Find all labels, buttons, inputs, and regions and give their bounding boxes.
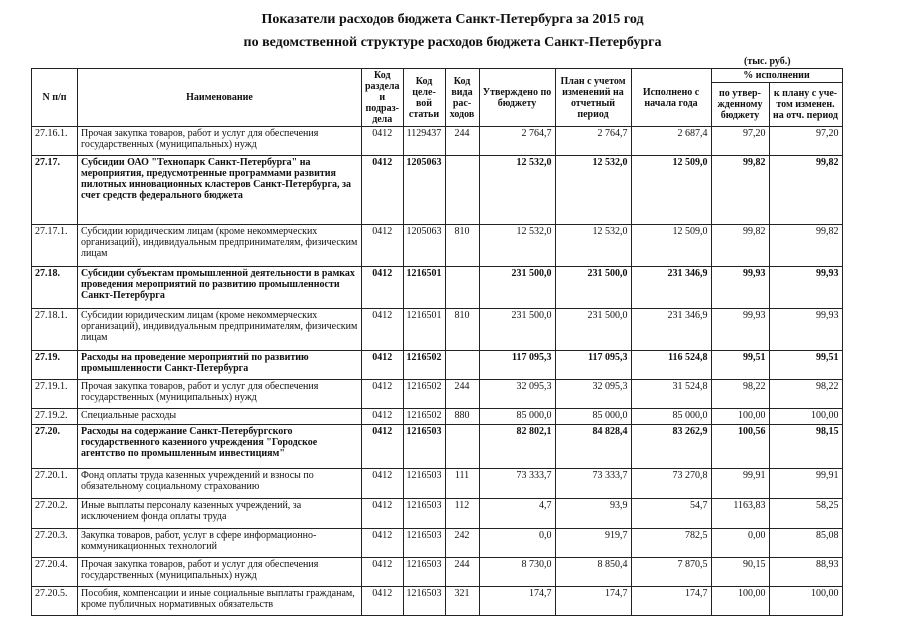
row-kod-razdela: 0412 [362, 351, 404, 380]
row-kod-vida: 810 [445, 225, 479, 267]
row-pct-plan: 99,93 [769, 309, 842, 351]
document-title: Показатели расходов бюджета Санкт-Петербурга за 2015 год [261, 12, 644, 27]
row-utverzhdeno: 82 802,1 [479, 425, 555, 469]
row-pct-plan: 88,93 [769, 558, 842, 587]
table-row [32, 499, 843, 529]
table-row [32, 529, 843, 558]
row-name: Прочая закупка товаров, работ и услуг для обеспечения государственных (муниципальных) нужд [78, 127, 362, 156]
row-pct-utv: 100,00 [711, 587, 769, 616]
row-pct-plan: 97,20 [769, 127, 842, 156]
row-plan: 85 000,0 [555, 409, 631, 425]
row-kod-celevoy: 1216501 [403, 267, 445, 309]
row-name: Иные выплаты персоналу казенных учреждений, за исключением фонда оплаты труда [78, 499, 362, 529]
table-row [32, 127, 843, 156]
row-name: Прочая закупка товаров, работ и услуг для обеспечения государственных (муниципальных) нужд [78, 380, 362, 409]
row-pct-utv: 99,82 [711, 225, 769, 267]
row-number: 27.17.1. [32, 225, 78, 267]
row-ispolneno: 12 509,0 [631, 156, 711, 225]
row-kod-celevoy: 1216503 [403, 425, 445, 469]
row-kod-celevoy: 1216502 [403, 351, 445, 380]
row-kod-vida [445, 351, 479, 380]
row-utverzhdeno: 85 000,0 [479, 409, 555, 425]
row-utverzhdeno: 32 095,3 [479, 380, 555, 409]
row-name: Расходы на проведение мероприятий по развитию промышленности Санкт-Петербурга [78, 351, 362, 380]
row-pct-plan: 100,00 [769, 409, 842, 425]
row-ispolneno: 7 870,5 [631, 558, 711, 587]
row-utverzhdeno: 2 764,7 [479, 127, 555, 156]
header-utverzhdeno: Утверждено по бюджету [479, 69, 555, 127]
row-plan: 93,9 [555, 499, 631, 529]
row-number: 27.19.1. [32, 380, 78, 409]
table-row [32, 558, 843, 587]
table-row [32, 225, 843, 267]
row-plan: 174,7 [555, 587, 631, 616]
row-ispolneno: 231 346,9 [631, 267, 711, 309]
row-number: 27.18.1. [32, 309, 78, 351]
row-utverzhdeno: 117 095,3 [479, 351, 555, 380]
header-plan: План с учетом изменений на отчетный период [555, 69, 631, 127]
row-kod-vida: 244 [445, 127, 479, 156]
row-name: Субсидии юридическим лицам (кроме некоммерческих организаций), индивидуальным предпринимателям, физическим лицам [78, 225, 362, 267]
row-name: Закупка товаров, работ, услуг в сфере информационно-коммуникационных технологий [78, 529, 362, 558]
row-number: 27.20.2. [32, 499, 78, 529]
row-kod-celevoy: 1216503 [403, 587, 445, 616]
document-subtitle: по ведомственной структуре расходов бюджета Санкт-Петербурга [243, 35, 662, 50]
header-name: Наименование [78, 69, 362, 127]
row-plan: 32 095,3 [555, 380, 631, 409]
row-pct-plan: 99,51 [769, 351, 842, 380]
row-kod-vida [445, 425, 479, 469]
row-kod-vida: 321 [445, 587, 479, 616]
row-kod-celevoy: 1216502 [403, 380, 445, 409]
row-ispolneno: 12 509,0 [631, 225, 711, 267]
row-pct-utv: 97,20 [711, 127, 769, 156]
row-pct-plan: 85,08 [769, 529, 842, 558]
row-number: 27.16.1. [32, 127, 78, 156]
row-kod-razdela: 0412 [362, 469, 404, 499]
row-name: Прочая закупка товаров, работ и услуг для обеспечения государственных (муниципальных) нужд [78, 558, 362, 587]
header-kod-vida: Код вида рас-ходов [445, 69, 479, 127]
row-name: Специальные расходы [78, 409, 362, 425]
row-kod-razdela: 0412 [362, 127, 404, 156]
row-utverzhdeno: 8 730,0 [479, 558, 555, 587]
row-plan: 231 500,0 [555, 309, 631, 351]
row-pct-utv: 98,22 [711, 380, 769, 409]
row-utverzhdeno: 0,0 [479, 529, 555, 558]
row-plan: 73 333,7 [555, 469, 631, 499]
row-kod-vida [445, 267, 479, 309]
table-row [32, 267, 843, 309]
row-kod-razdela: 0412 [362, 156, 404, 225]
row-pct-plan: 98,15 [769, 425, 842, 469]
row-ispolneno: 231 346,9 [631, 309, 711, 351]
row-name: Субсидии субъектам промышленной деятельности в рамках проведения мероприятий по развитию промышленности Санкт-Петербурга [78, 267, 362, 309]
row-ispolneno: 83 262,9 [631, 425, 711, 469]
header-percent: % исполнении [711, 69, 842, 83]
row-kod-razdela: 0412 [362, 558, 404, 587]
row-kod-razdela: 0412 [362, 529, 404, 558]
table-row [32, 351, 843, 380]
row-number: 27.20.1. [32, 469, 78, 499]
row-ispolneno: 31 524,8 [631, 380, 711, 409]
row-pct-utv: 1163,83 [711, 499, 769, 529]
row-kod-vida: 244 [445, 558, 479, 587]
row-pct-plan: 99,93 [769, 267, 842, 309]
row-plan: 8 850,4 [555, 558, 631, 587]
row-utverzhdeno: 12 532,0 [479, 156, 555, 225]
row-ispolneno: 174,7 [631, 587, 711, 616]
row-kod-vida: 880 [445, 409, 479, 425]
row-kod-razdela: 0412 [362, 267, 404, 309]
row-kod-celevoy: 1216503 [403, 469, 445, 499]
header-pct-plan: к плану с уче-том изменен. на отч. период [769, 83, 842, 127]
row-kod-vida: 244 [445, 380, 479, 409]
row-pct-utv: 100,00 [711, 409, 769, 425]
row-kod-celevoy: 1216503 [403, 529, 445, 558]
header-kod-celevoy: Код целе-вой статьи [403, 69, 445, 127]
row-pct-utv: 0,00 [711, 529, 769, 558]
row-kod-vida: 810 [445, 309, 479, 351]
table-row [32, 309, 843, 351]
row-kod-celevoy: 1205063 [403, 225, 445, 267]
row-kod-razdela: 0412 [362, 425, 404, 469]
row-kod-vida: 112 [445, 499, 479, 529]
table-row [32, 156, 843, 225]
budget-table [31, 68, 843, 616]
header-kod-razdela: Код раздела и подраз-дела [362, 69, 404, 127]
row-ispolneno: 85 000,0 [631, 409, 711, 425]
row-plan: 117 095,3 [555, 351, 631, 380]
row-kod-razdela: 0412 [362, 499, 404, 529]
row-pct-utv: 99,91 [711, 469, 769, 499]
table-body [32, 127, 843, 616]
table-row [32, 469, 843, 499]
row-kod-celevoy: 1129437 [403, 127, 445, 156]
row-pct-utv: 100,56 [711, 425, 769, 469]
row-kod-vida: 242 [445, 529, 479, 558]
row-kod-razdela: 0412 [362, 309, 404, 351]
row-kod-razdela: 0412 [362, 225, 404, 267]
header-pct-utv: по утвер-жденному бюджету [711, 83, 769, 127]
row-plan: 12 532,0 [555, 156, 631, 225]
row-pct-utv: 99,93 [711, 267, 769, 309]
row-ispolneno: 2 687,4 [631, 127, 711, 156]
row-kod-celevoy: 1216503 [403, 499, 445, 529]
row-number: 27.20.4. [32, 558, 78, 587]
row-pct-utv: 99,93 [711, 309, 769, 351]
row-pct-plan: 99,91 [769, 469, 842, 499]
row-number: 27.17. [32, 156, 78, 225]
row-pct-utv: 90,15 [711, 558, 769, 587]
header-ispolneno: Исполнено с начала года [631, 69, 711, 127]
table-row [32, 587, 843, 616]
row-kod-razdela: 0412 [362, 587, 404, 616]
row-name: Пособия, компенсации и иные социальные выплаты гражданам, кроме публичных нормативных обязательств [78, 587, 362, 616]
row-utverzhdeno: 231 500,0 [479, 267, 555, 309]
row-utverzhdeno: 73 333,7 [479, 469, 555, 499]
row-kod-vida: 111 [445, 469, 479, 499]
row-utverzhdeno: 174,7 [479, 587, 555, 616]
row-ispolneno: 782,5 [631, 529, 711, 558]
row-pct-utv: 99,51 [711, 351, 769, 380]
row-plan: 2 764,7 [555, 127, 631, 156]
row-kod-celevoy: 1216502 [403, 409, 445, 425]
row-pct-plan: 99,82 [769, 225, 842, 267]
row-kod-celevoy: 1216503 [403, 558, 445, 587]
row-pct-plan: 99,82 [769, 156, 842, 225]
row-ispolneno: 73 270,8 [631, 469, 711, 499]
row-ispolneno: 116 524,8 [631, 351, 711, 380]
table-row [32, 425, 843, 469]
table-row [32, 380, 843, 409]
row-number: 27.19.2. [32, 409, 78, 425]
row-kod-celevoy: 1205063 [403, 156, 445, 225]
row-pct-utv: 99,82 [711, 156, 769, 225]
row-number: 27.20.5. [32, 587, 78, 616]
row-utverzhdeno: 12 532,0 [479, 225, 555, 267]
row-utverzhdeno: 231 500,0 [479, 309, 555, 351]
row-plan: 919,7 [555, 529, 631, 558]
row-kod-celevoy: 1216501 [403, 309, 445, 351]
row-ispolneno: 54,7 [631, 499, 711, 529]
header-num: N п/п [32, 69, 78, 127]
row-number: 27.18. [32, 267, 78, 309]
row-number: 27.20.3. [32, 529, 78, 558]
row-kod-vida [445, 156, 479, 225]
units-label: (тыс. руб.) [744, 56, 791, 67]
row-plan: 12 532,0 [555, 225, 631, 267]
row-kod-razdela: 0412 [362, 380, 404, 409]
row-plan: 231 500,0 [555, 267, 631, 309]
table-row [32, 409, 843, 425]
row-name: Фонд оплаты труда казенных учреждений и взносы по обязательному социальному страхованию [78, 469, 362, 499]
row-pct-plan: 100,00 [769, 587, 842, 616]
row-pct-plan: 98,22 [769, 380, 842, 409]
row-kod-razdela: 0412 [362, 409, 404, 425]
row-pct-plan: 58,25 [769, 499, 842, 529]
row-utverzhdeno: 4,7 [479, 499, 555, 529]
row-number: 27.19. [32, 351, 78, 380]
row-name: Субсидии ОАО "Технопарк Санкт-Петербурга" на мероприятия, предусмотренные программами развития пилотных инновационных кластеров Санкт-Петербурга, за счет средств федерального бюджета [78, 156, 362, 225]
row-name: Расходы на содержание Санкт-Петербургского государственного казенного учреждения "Городское агентство по промышленным инвестициям" [78, 425, 362, 469]
row-plan: 84 828,4 [555, 425, 631, 469]
row-name: Субсидии юридическим лицам (кроме некоммерческих организаций), индивидуальным предпринимателям, физическим лицам [78, 309, 362, 351]
row-number: 27.20. [32, 425, 78, 469]
